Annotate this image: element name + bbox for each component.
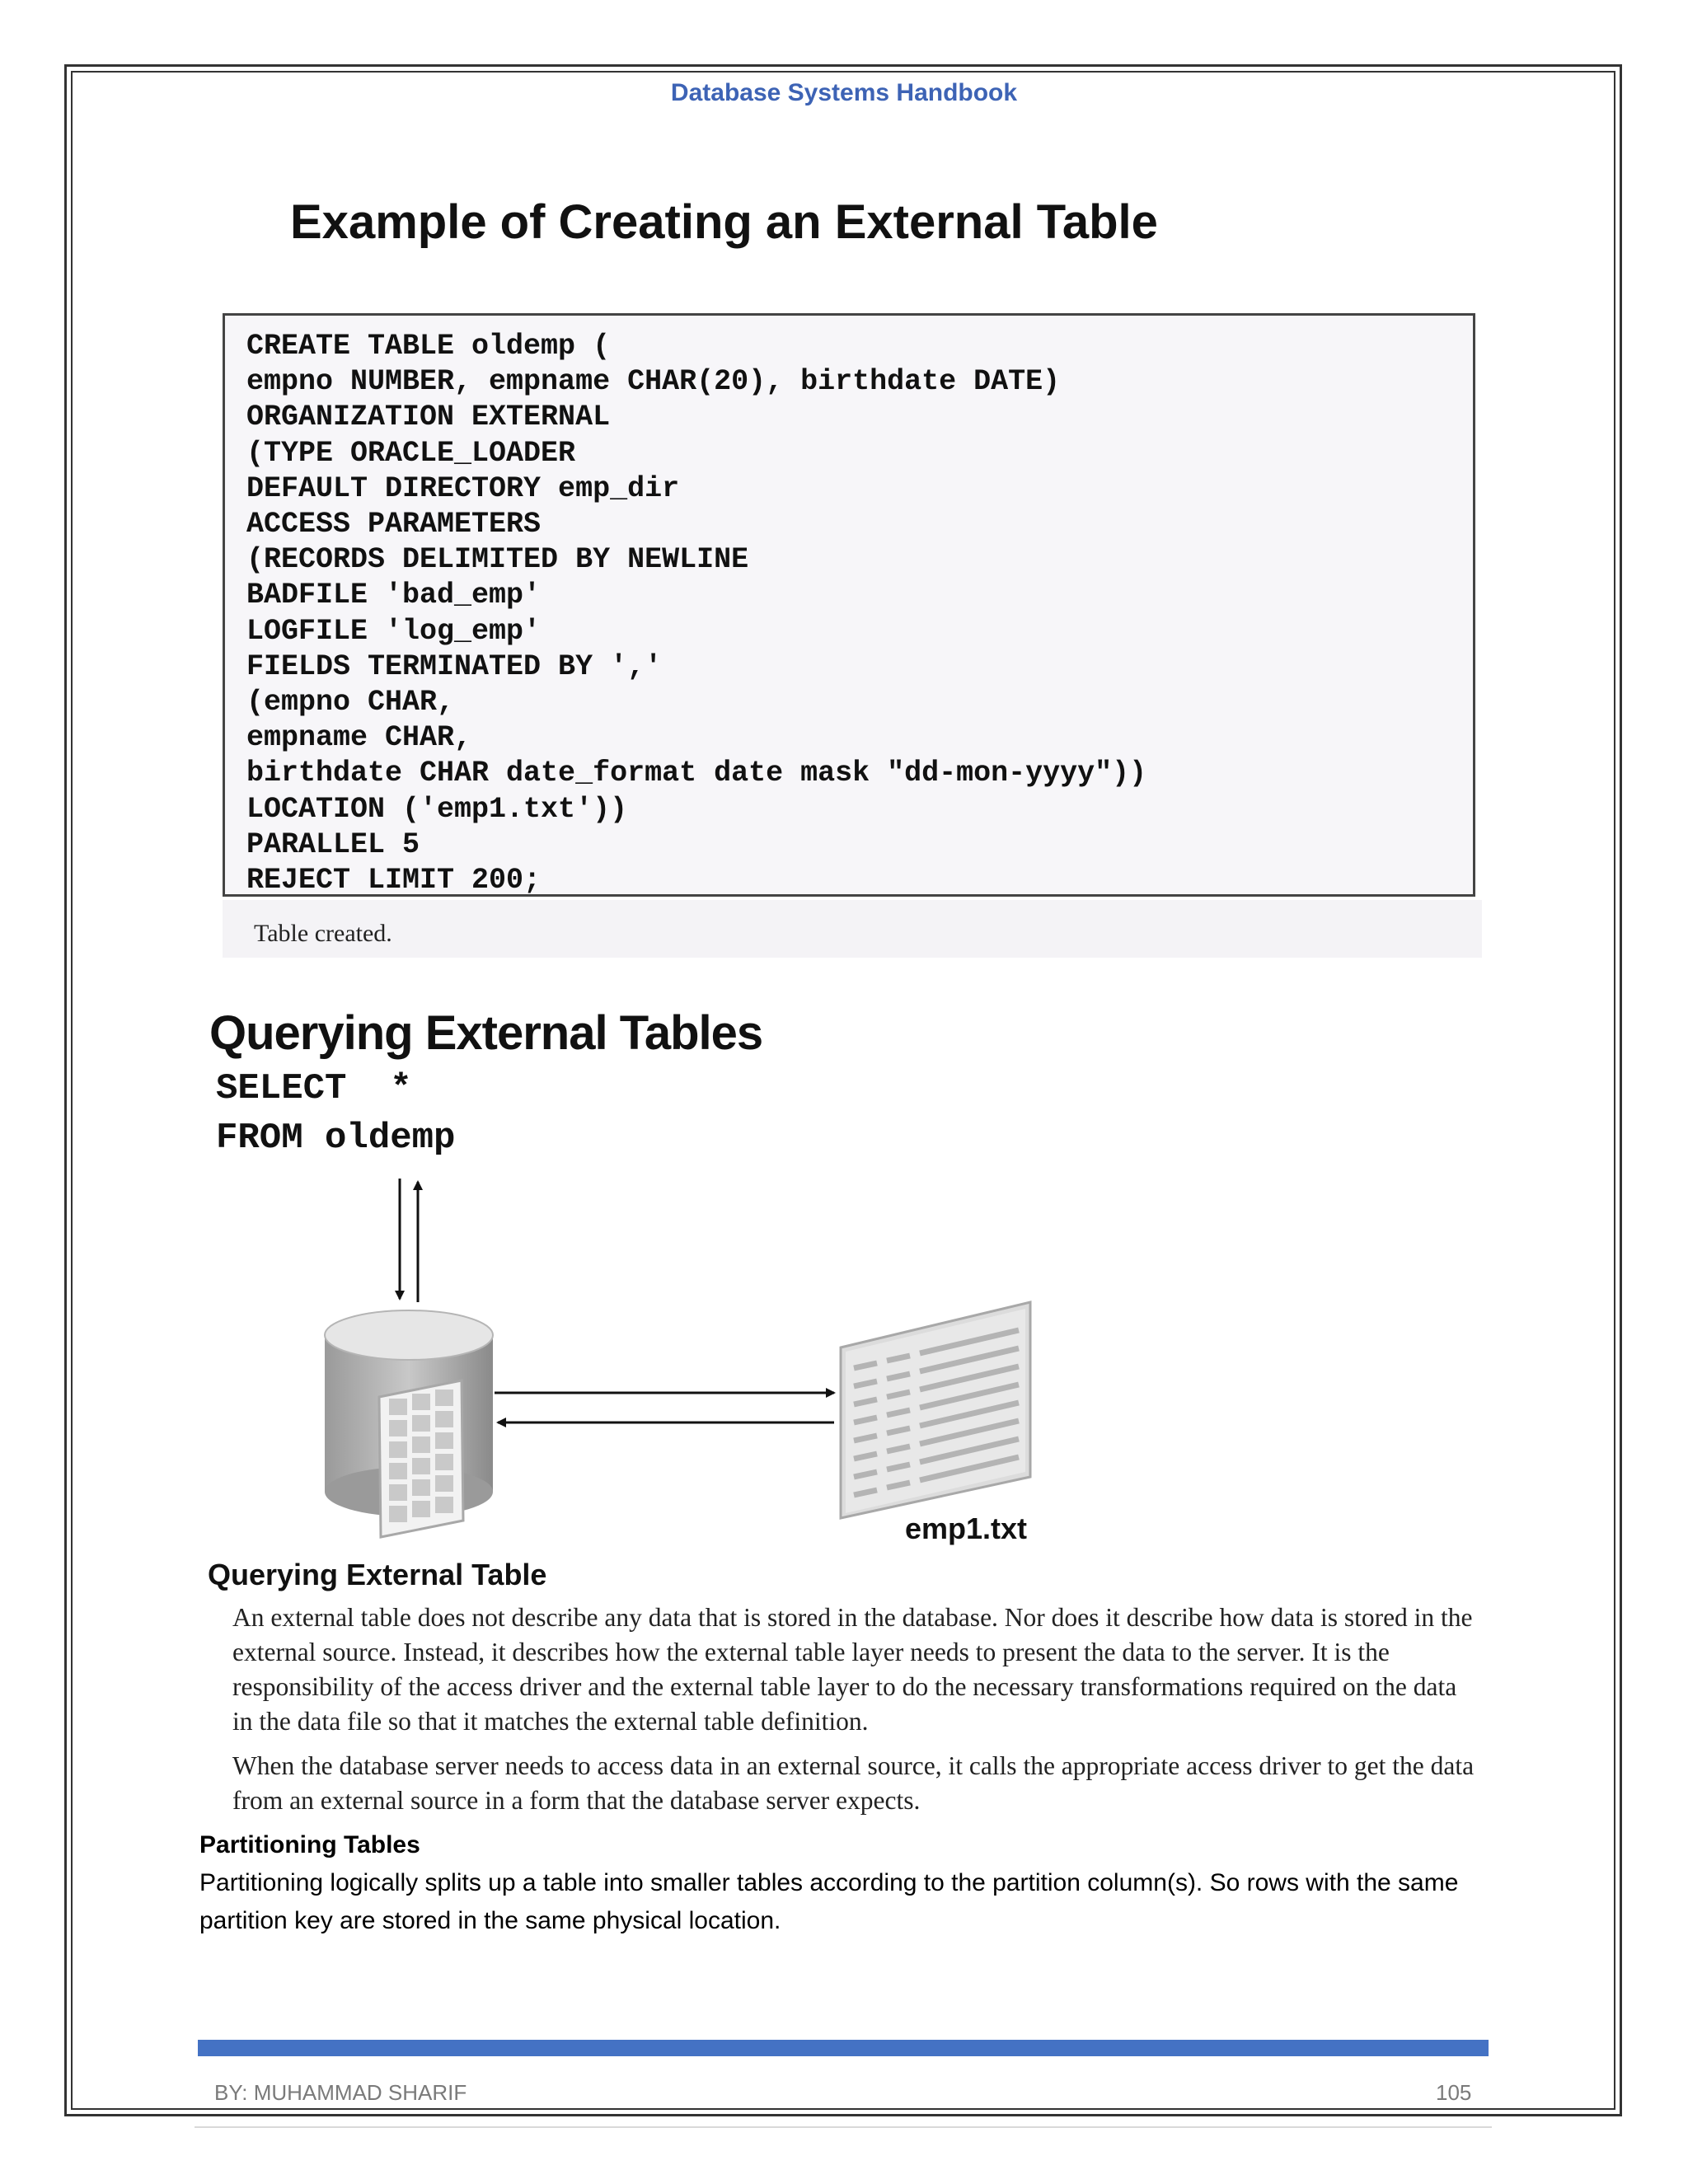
code-line: ACCESS PARAMETERS [246,508,542,541]
external-table-sheet-icon [379,1380,463,1537]
diagram-caption: Querying External Table [208,1558,547,1591]
paragraph-external-table-description: An external table does not describe any data that is stored in the database. Nor does it describe how data is stored in the external source. Instead, it describes how the external table layer needs to present the data to the server. It is the responsibility of the access driver and the external table layer to do the necessary transformations required on the data in the data file so that it matches the external table definition. [232,1603,1473,1736]
external-table-diagram [297,1170,1055,1558]
paragraph-partitioning: Partitioning logically splits up a table into smaller tables according to the partition column(s). So rows with the same partition key are stored in the same physical location. [199,1869,1459,1934]
footer-author: BY: MUHAMMAD SHARIF [214,2080,467,2105]
code-line: DEFAULT DIRECTORY emp_dir [246,471,680,505]
code-line: (TYPE ORACLE_LOADER [246,436,576,470]
create-table-code-block [223,313,1475,897]
footer-page-number: 105 [1436,2080,1472,2105]
code-line: ORGANIZATION EXTERNAL [246,401,611,434]
code-line: (RECORDS DELIMITED BY NEWLINE [246,543,749,577]
footer-rule [198,2040,1489,2056]
code-line: CREATE TABLE oldemp ( [246,330,611,363]
running-header: Database Systems Handbook [670,79,1018,106]
code-line: (empno CHAR, [246,686,455,719]
query-line-select: SELECT * [216,1068,412,1109]
slide-title-create-external-table: Example of Creating an External Table [290,195,1158,249]
code-line: empname CHAR, [246,721,472,755]
slide-title-querying-external-tables: Querying External Tables [209,1006,763,1060]
flat-file-label: emp1.txt [905,1511,1028,1545]
footer-underline [195,2126,1492,2128]
code-line: empno NUMBER, empname CHAR(20), birthdate DATE) [246,365,1061,399]
code-line: LOCATION ('emp1.txt')) [246,792,628,826]
flat-file-icon [841,1302,1030,1518]
code-line: BADFILE 'bad_emp' [246,579,542,612]
result-message: Table created. [254,920,392,947]
result-panel [223,900,1482,958]
code-line: LOGFILE 'log_emp' [246,614,542,648]
paragraph-access-driver: When the database server needs to access data in an external source, it calls the appropriate access driver to get the data from an external source in a form that the database server expects. [232,1751,1475,1815]
code-line: FIELDS TERMINATED BY ',' [246,649,663,683]
code-line: PARALLEL 5 [246,827,420,861]
section-heading-partitioning: Partitioning Tables [199,1831,420,1858]
code-line: REJECT LIMIT 200; [246,864,542,898]
code-line: birthdate CHAR date_format date mask "dd-mon-yyyy")) [246,757,1147,790]
query-line-from: FROM oldemp [216,1118,456,1159]
